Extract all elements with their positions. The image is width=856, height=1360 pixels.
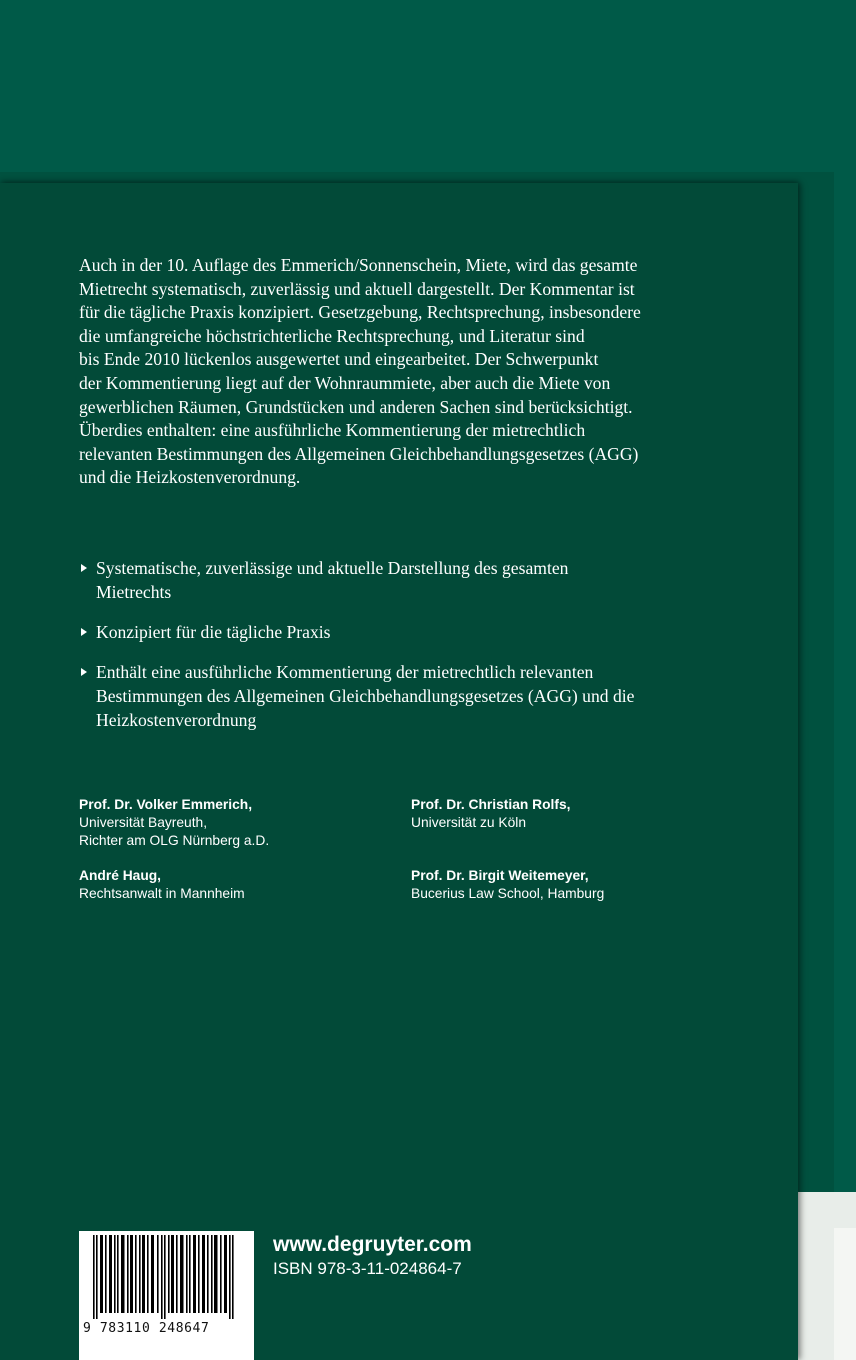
bullet-triangle-icon <box>81 628 87 636</box>
intro-line: bis Ende 2010 lückenlos ausgewertet und eingearbeitet. Der Schwerpunkt <box>79 349 599 370</box>
feature-line: Bestimmungen des Allgemeinen Gleichbehandlungsgesetzes (AGG) und die <box>96 686 635 706</box>
author-affiliation: Bucerius Law School, Hamburg <box>411 886 605 901</box>
intro-line: relevanten Bestimmungen des Allgemeinen Gleichbehandlungsgesetzes (AGG) <box>79 443 639 464</box>
bullet-triangle-icon <box>81 564 87 572</box>
feature-line: Systematische, zuverlässige und aktuelle Darstellung des gesamten <box>96 558 569 578</box>
author-affiliation: Richter am OLG Nürnberg a.D. <box>79 833 270 848</box>
author-name: André Haug, <box>79 868 162 883</box>
author-name: Prof. Dr. Christian Rolfs, <box>411 797 571 812</box>
intro-line: Überdies enthalten: eine ausführliche Kommentierung der mietrechtlich <box>79 420 586 441</box>
feature-line: Mietrechts <box>96 582 172 602</box>
barcode-bars <box>79 1231 254 1321</box>
feature-item <box>79 660 759 732</box>
isbn-barcode <box>79 1231 254 1360</box>
author-weitemeyer <box>411 867 604 903</box>
intro-line: der Kommentierung liegt auf der Wohnraummiete, aber auch die Miete von <box>79 372 611 393</box>
intro-line: für die tägliche Praxis konzipiert. Gesetzgebung, Rechtsprechung, insbesondere <box>79 302 641 323</box>
author-rolfs <box>411 796 570 832</box>
intro-line: gewerblichen Räumen, Grundstücken und anderen Sachen sind berücksichtigt. <box>79 396 633 417</box>
feature-line: Enthält eine ausführliche Kommentierung der mietrechtlich relevanten <box>96 662 594 682</box>
isbn-number: ISBN 978-3-11-024864-7 <box>273 1259 462 1278</box>
author-affiliation: Universität Bayreuth, <box>79 815 208 830</box>
feature-list <box>79 556 759 748</box>
intro-line: und die Heizkostenverordnung. <box>79 467 301 488</box>
author-affiliation: Rechtsanwalt in Mannheim <box>79 886 245 901</box>
intro-line: Auch in der 10. Auflage des Emmerich/Sonnenschein, Miete, wird das gesamte <box>79 255 638 275</box>
feature-item <box>79 620 759 644</box>
barcode-digits: 9 783110 248647 <box>83 1321 210 1336</box>
feature-item <box>79 556 759 604</box>
intro-paragraph <box>79 254 759 490</box>
intro-line: Mietrecht systematisch, zuverlässig und aktuell dargestellt. Der Kommentar ist <box>79 278 635 299</box>
background-light-inner <box>834 1228 856 1360</box>
feature-line: Konzipiert für die tägliche Praxis <box>96 622 331 642</box>
author-name: Prof. Dr. Volker Emmerich, <box>79 797 253 812</box>
publisher-website[interactable]: www.degruyter.com <box>273 1233 472 1256</box>
intro-line: die umfangreiche höchstrichterliche Rechtsprechung, und Literatur sind <box>79 325 585 346</box>
author-name: Prof. Dr. Birgit Weitemeyer, <box>411 868 589 883</box>
author-haug <box>79 867 245 903</box>
author-emmerich <box>79 796 269 850</box>
bullet-triangle-icon <box>81 668 87 676</box>
feature-line: Heizkostenverordnung <box>96 710 257 730</box>
author-affiliation: Universität zu Köln <box>411 815 527 830</box>
